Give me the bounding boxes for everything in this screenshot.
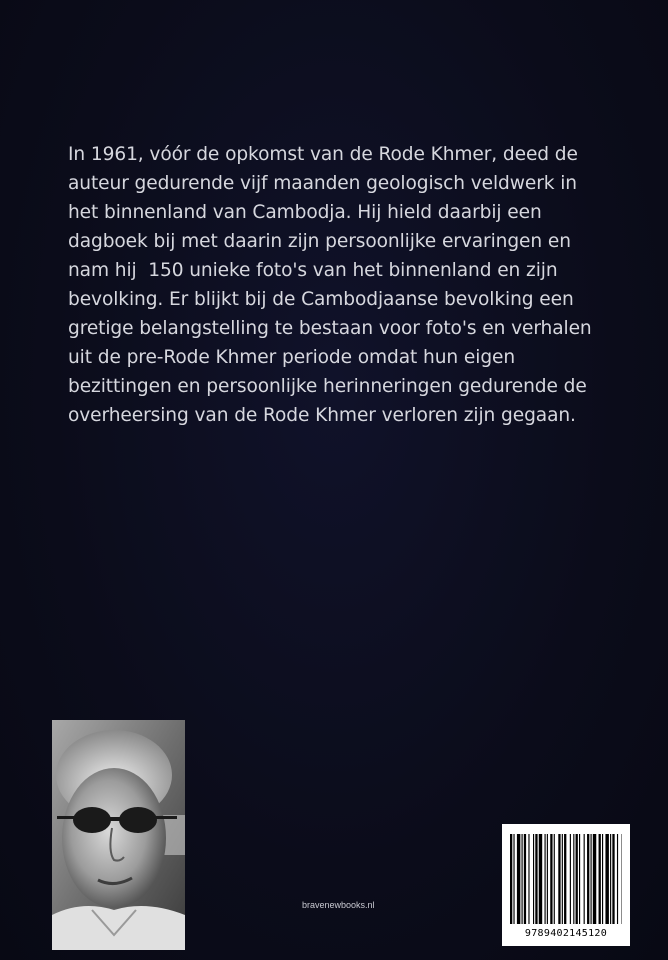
blurb-line: gretige belangstelling te bestaan voor foto's en verhalen	[68, 318, 592, 339]
author-photo	[52, 720, 185, 950]
isbn-barcode	[502, 824, 630, 946]
author-portrait-image	[52, 720, 185, 950]
blurb-line: In 1961, vóór de opkomst van de Rode Khmer, deed de	[68, 144, 578, 165]
barcode-bars	[502, 824, 630, 928]
blurb-line: bevolking. Er blijkt bij de Cambodjaanse bevolking een	[68, 289, 574, 310]
publisher-name: bravenewbooks.nl	[302, 900, 375, 910]
blurb-line: nam hij 150 unieke foto's van het binnenland en zijn	[68, 260, 558, 281]
blurb-line: dagboek bij met daarin zijn persoonlijke ervaringen en	[68, 231, 571, 252]
blurb-line: auteur gedurende vijf maanden geologisch veldwerk in	[68, 173, 577, 194]
isbn-number: 9789402145120	[524, 928, 608, 939]
blurb-line: uit de pre-Rode Khmer periode omdat hun eigen	[68, 347, 516, 368]
cover-blurb	[68, 140, 628, 430]
blurb-line: overheersing van de Rode Khmer verloren zijn gegaan.	[68, 405, 576, 426]
blurb-line: het binnenland van Cambodja. Hij hield daarbij een	[68, 202, 542, 223]
blurb-line: bezittingen en persoonlijke herinneringen gedurende de	[68, 376, 587, 397]
